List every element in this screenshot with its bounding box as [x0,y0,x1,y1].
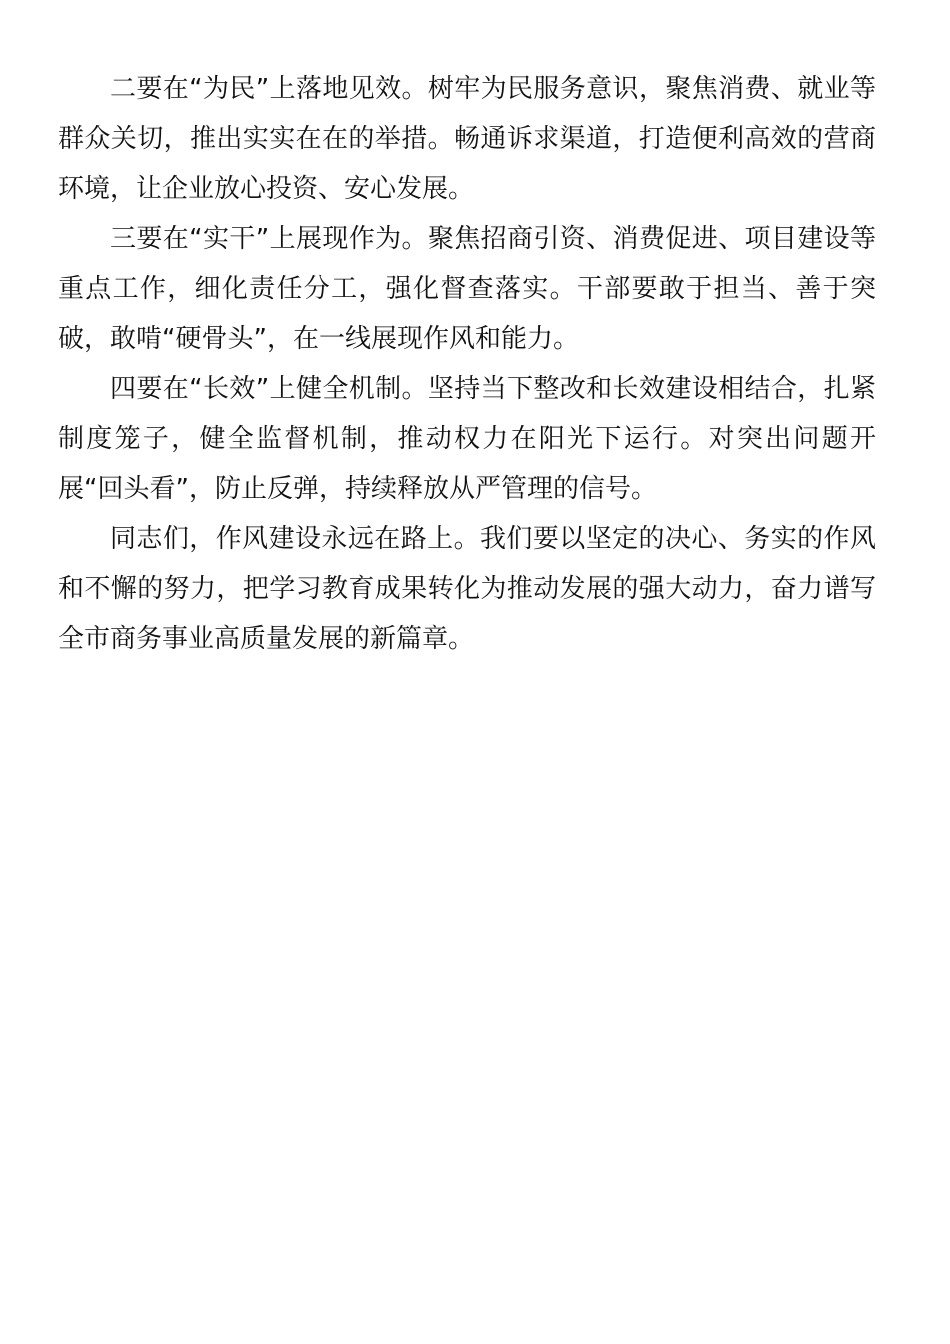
paragraph-closing: 同志们，作风建设永远在路上。我们要以坚定的决心、务实的作风和不懈的努力，把学习教育成果转化为推动发展的强大动力，奋力谱写全市商务事业高质量发展的新篇章。 [58,524,876,654]
paragraph-for-people: 二要在“为民”上落地见效。树牢为民服务意识，聚焦消费、就业等群众关切，推出实实在在的举措。畅通诉求渠道，打造便利高效的营商环境，让企业放心投资、安心发展。 [58,74,876,204]
paragraph-practical-work: 三要在“实干”上展现作为。聚焦招商引资、消费促进、项目建设等重点工作，细化责任分工，强化督查落实。干部要敢于担当、善于突破，敢啃“硬骨头”，在一线展现作风和能力。 [58,224,876,354]
document-body [58,64,876,664]
paragraph-long-term-mechanism: 四要在“长效”上健全机制。坚持当下整改和长效建设相结合，扎紧制度笼子，健全监督机制，推动权力在阳光下运行。对突出问题开展“回头看”，防止反弹，持续释放从严管理的信号。 [58,374,876,504]
